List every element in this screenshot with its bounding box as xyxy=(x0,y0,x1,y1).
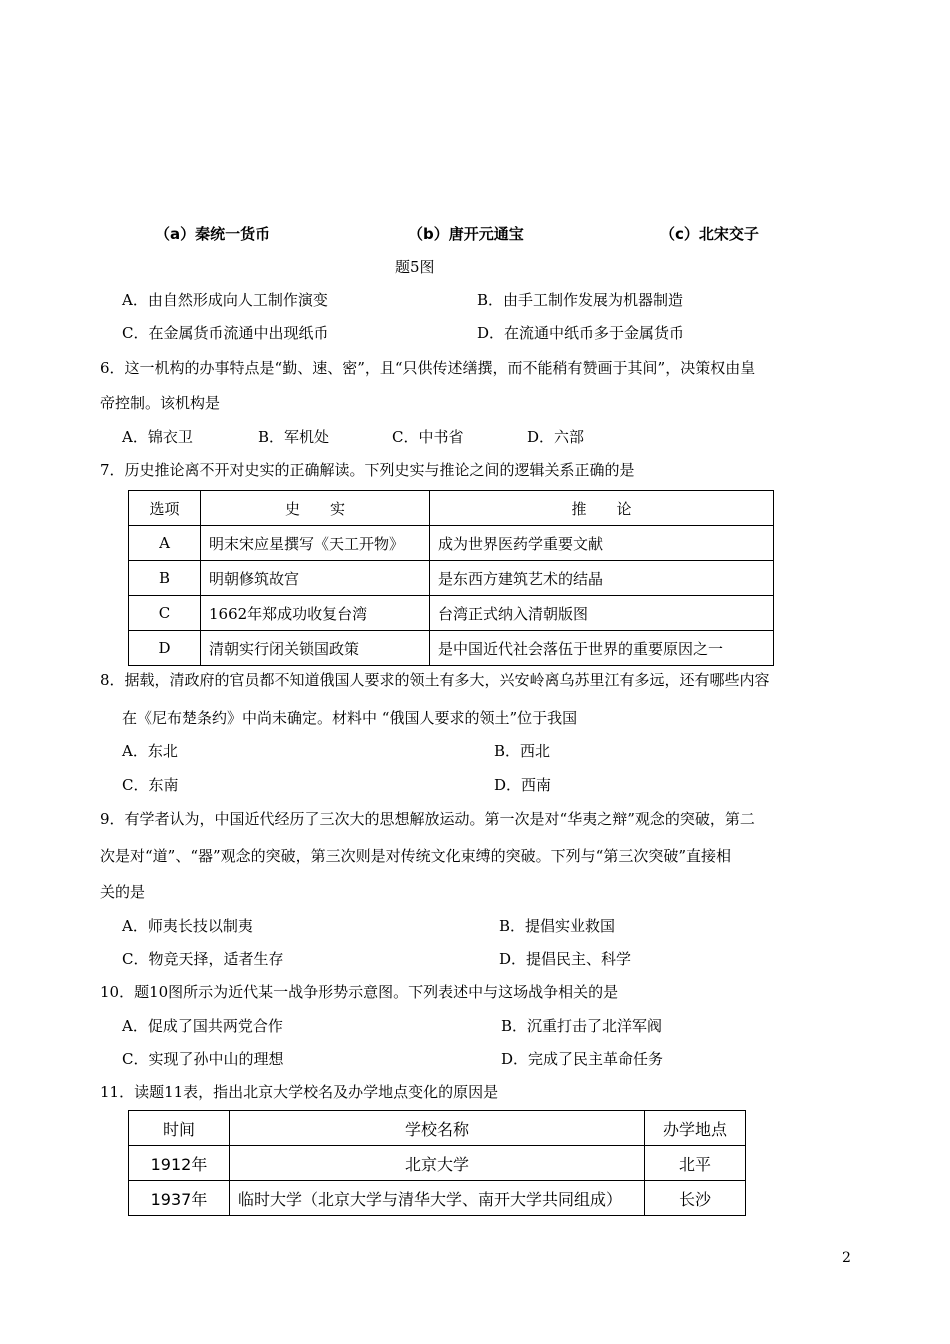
q5-option-c: C．在金属货币流通中出现纸币 xyxy=(122,324,329,342)
table-row xyxy=(129,561,774,596)
q7-cell-option: B xyxy=(129,561,201,596)
q11-cell-location: 长沙 xyxy=(645,1181,746,1216)
q11-header-time: 时间 xyxy=(129,1111,230,1146)
q11-cell-time: 1937年 xyxy=(129,1181,230,1216)
q6-stem-line2: 帝控制。该机构是 xyxy=(100,394,221,412)
q5-option-b: B．由手工制作发展为机器制造 xyxy=(477,291,684,309)
fig5-caption-c: （c）北宋交子 xyxy=(660,225,759,243)
q11-stem: 11．读题11表，指出北京大学校名及办学地点变化的原因是 xyxy=(100,1083,499,1101)
q8-stem-line2: 在《尼布楚条约》中尚未确定。材料中 “俄国人要求的领土”位于我国 xyxy=(122,709,578,727)
q7-cell-fact: 明朝修筑故宫 xyxy=(201,561,430,596)
q8-option-c: C．东南 xyxy=(122,776,179,794)
q6-option-d: D．六部 xyxy=(527,428,585,446)
q7-table-header xyxy=(129,491,774,526)
table-row xyxy=(129,1181,746,1216)
q11-cell-school: 临时大学（北京大学与清华大学、南开大学共同组成） xyxy=(230,1181,645,1216)
q10-stem: 10．题10图所示为近代某一战争形势示意图。下列表述中与这场战争相关的是 xyxy=(100,983,619,1001)
q5-option-a: A．由自然形成向人工制作演变 xyxy=(122,291,328,309)
q9-stem-line2: 次是对“道”、“器”观念的突破，第三次则是对传统文化束缚的突破。下列与“第三次突破”直接相 xyxy=(100,847,732,865)
q6-option-c: C．中书省 xyxy=(392,428,464,446)
table-row xyxy=(129,1146,746,1181)
q7-cell-inference: 是中国近代社会落伍于世界的重要原因之一 xyxy=(430,631,774,666)
q7-cell-option: A xyxy=(129,526,201,561)
q8-option-b: B．西北 xyxy=(494,742,551,760)
q7-table xyxy=(128,490,774,666)
q9-option-a: A．师夷长技以制夷 xyxy=(122,917,253,935)
q7-cell-option: D xyxy=(129,631,201,666)
q6-stem-line1: 6．这一机构的办事特点是“勤、速、密”，且“只供传述缮撰，而不能稍有赞画于其间”，决策权由皇 xyxy=(100,359,756,377)
q7-cell-option: C xyxy=(129,596,201,631)
q7-header-fact: 史 实 xyxy=(201,491,430,526)
q9-option-b: B．提倡实业救国 xyxy=(499,917,616,935)
q5-option-d: D．在流通中纸币多于金属货币 xyxy=(477,324,685,342)
q8-option-a: A．东北 xyxy=(122,742,178,760)
q7-cell-fact: 1662年郑成功收复台湾 xyxy=(201,596,430,631)
fig5-caption-a: （a）秦统一货币 xyxy=(155,225,271,243)
q7-header-inference: 推 论 xyxy=(430,491,774,526)
page-number: 2 xyxy=(842,1250,851,1266)
q10-option-b: B．沉重打击了北洋军阀 xyxy=(501,1017,663,1035)
q7-cell-inference: 是东西方建筑艺术的结晶 xyxy=(430,561,774,596)
table-row xyxy=(129,631,774,666)
q10-option-d: D．完成了民主革命任务 xyxy=(501,1050,664,1068)
q7-cell-fact: 明末宋应星撰写《天工开物》 xyxy=(201,526,430,561)
table-row xyxy=(129,526,774,561)
q8-stem-line1: 8．据载，清政府的官员都不知道俄国人要求的领土有多大，兴安岭离乌苏里江有多远，还有哪些内容 xyxy=(100,671,770,689)
q7-cell-inference: 成为世界医药学重要文献 xyxy=(430,526,774,561)
q11-cell-school: 北京大学 xyxy=(230,1146,645,1181)
fig5-caption-b: （b）唐开元通宝 xyxy=(408,225,524,243)
q9-option-c: C．物竞天择，适者生存 xyxy=(122,950,284,968)
q11-header-school: 学校名称 xyxy=(230,1111,645,1146)
q7-stem: 7．历史推论离不开对史实的正确解读。下列史实与推论之间的逻辑关系正确的是 xyxy=(100,461,635,479)
q10-option-a: A．促成了国共两党合作 xyxy=(122,1017,283,1035)
fig5-title: 题5图 xyxy=(395,258,435,276)
q9-stem-line3: 关的是 xyxy=(100,883,146,901)
q11-table xyxy=(128,1110,746,1216)
q7-cell-fact: 清朝实行闭关锁国政策 xyxy=(201,631,430,666)
q11-cell-location: 北平 xyxy=(645,1146,746,1181)
q11-table-header xyxy=(129,1111,746,1146)
q10-option-c: C．实现了孙中山的理想 xyxy=(122,1050,284,1068)
q6-option-b: B．军机处 xyxy=(258,428,330,446)
q7-header-option: 选项 xyxy=(129,491,201,526)
q11-header-location: 办学地点 xyxy=(645,1111,746,1146)
q11-cell-time: 1912年 xyxy=(129,1146,230,1181)
q9-stem-line1: 9．有学者认为，中国近代经历了三次大的思想解放运动。第一次是对“华夷之辩”观念的突破，第二 xyxy=(100,810,755,828)
table-row xyxy=(129,596,774,631)
q9-option-d: D．提倡民主、科学 xyxy=(499,950,632,968)
q7-cell-inference: 台湾正式纳入清朝版图 xyxy=(430,596,774,631)
q6-option-a: A．锦衣卫 xyxy=(122,428,193,446)
q8-option-d: D．西南 xyxy=(494,776,552,794)
